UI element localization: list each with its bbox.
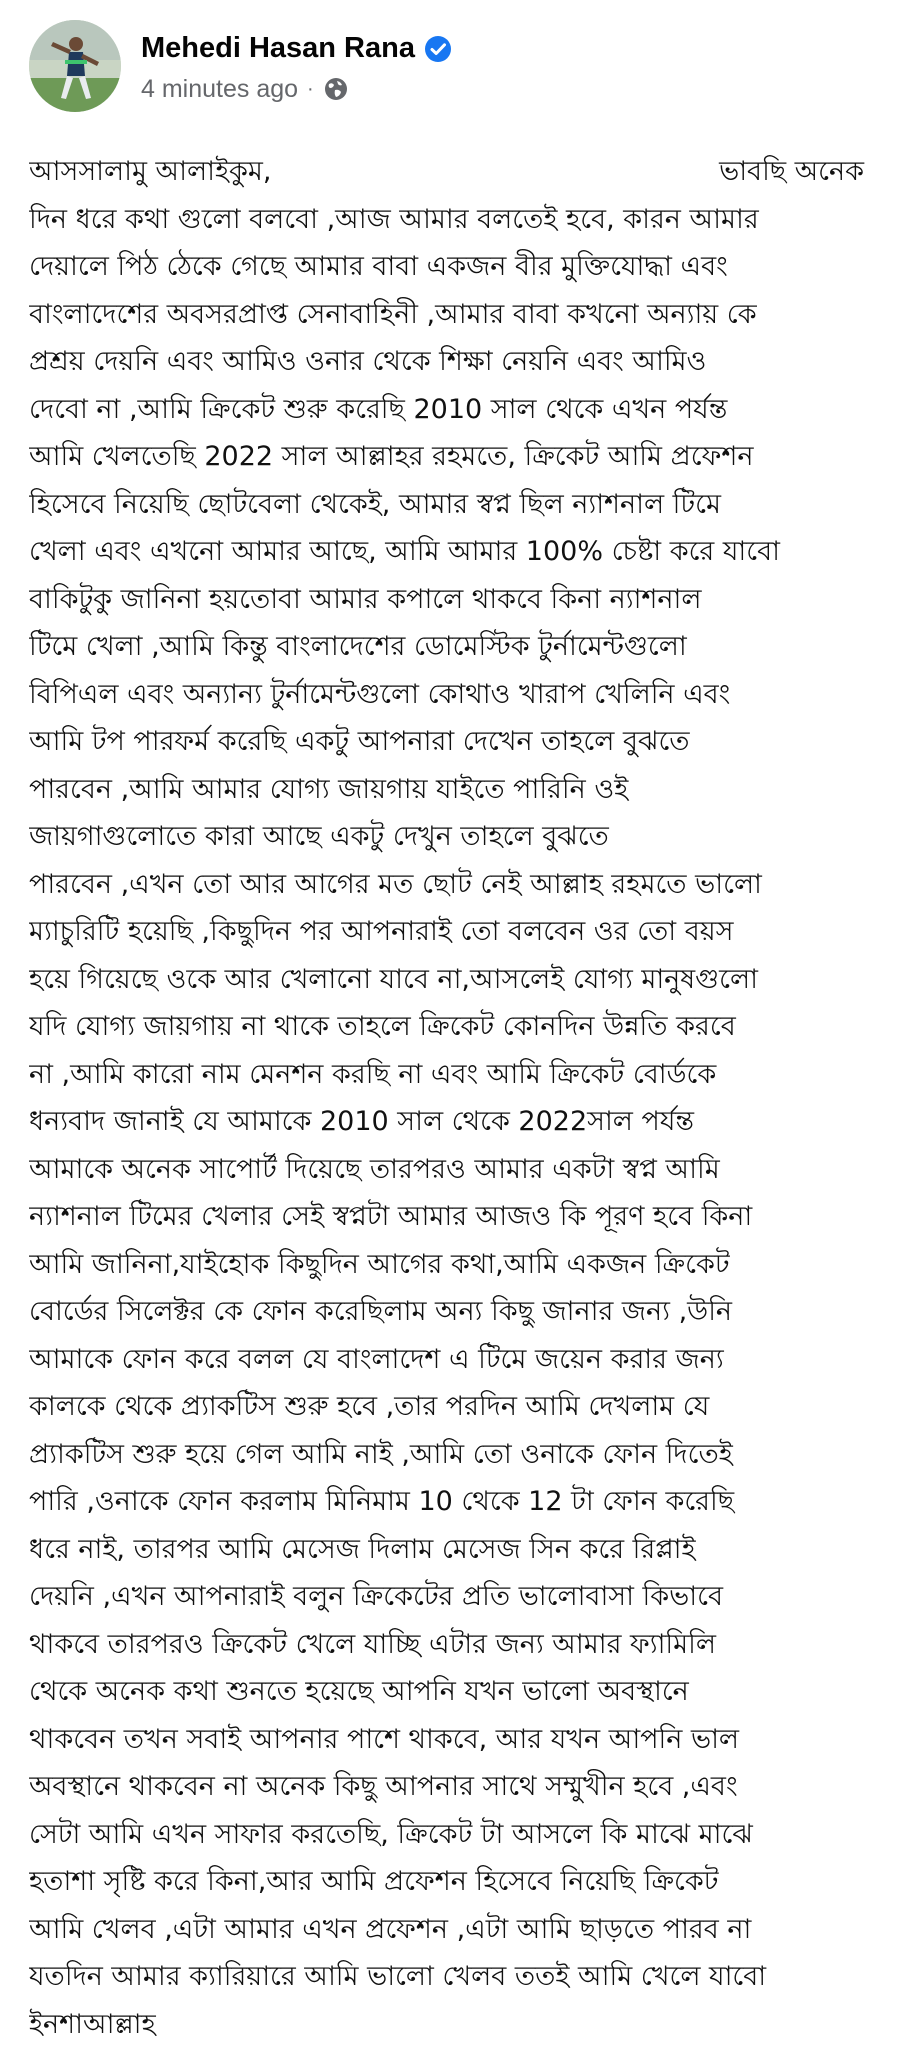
post-text-line: ইনশাআল্লাহ — [29, 2008, 156, 2040]
post-text-line: আমাকে অনেক সাপোর্ট দিয়েছে তারপরও আমার একটা স্বপ্ন আমি — [29, 1153, 720, 1185]
post-time-row — [141, 75, 452, 104]
post-meta — [141, 29, 452, 104]
post-text-line: আমাকে ফোন করে বলল যে বাংলাদেশ এ টিমে জয়েন করার জন্য — [29, 1343, 724, 1375]
globe-icon[interactable] — [323, 76, 349, 102]
post-text-line: ম্যাচুরিটি হয়েছি ,কিছুদিন পর আপনারাই তো বলবেন ওর তো বয়স — [29, 916, 734, 947]
post-text-line: আমি জানিনা,যাইহোক কিছুদিন আগের কথা,আমি একজন ক্রিকেট — [29, 1248, 730, 1280]
post-text-line: দেয়নি ,এখন আপনারাই বলুন ক্রিকেটের প্রতি ভালোবাসা কিভাবে — [29, 1581, 723, 1612]
post-text-line: আমি খেলতেছি 2022 সাল আল্লাহর রহমতে, ক্রিকেট আমি প্রফেশন — [29, 441, 754, 472]
player-avatar-icon — [29, 20, 121, 112]
post-greeting-tail: ভাবছি অনেক — [719, 156, 864, 187]
post-text-line: বিপিএল এবং অন্যান্য টুর্নামেন্টগুলো কোথাও খারাপ খেলিনি এবং — [29, 678, 731, 710]
post-text-line: প্রশ্রয় দেয়নি এবং আমিও ওনার থেকে শিক্ষা নেয়নি এবং আমিও — [29, 346, 707, 377]
post-text-line: প্র্যাকটিস শুরু হয়ে গেল আমি নাই ,আমি তো ওনাকে ফোন দিতেই — [29, 1438, 733, 1470]
post-text-line: যদি যোগ্য জায়গায় না থাকে তাহলে ক্রিকেট কোনদিন উন্নতি করবে — [29, 1011, 736, 1042]
post-body-text — [29, 148, 894, 2048]
post-text-line: থেকে অনেক কথা শুনতে হয়েছে আপনি যখন ভালো অবস্থানে — [29, 1676, 689, 1707]
post-text-line: বোর্ডের সিলেক্টর কে ফোন করেছিলাম অন্য কিছু জানার জন্য ,উনি — [29, 1296, 733, 1327]
post-text-line: ন্যাশনাল টিমের খেলার সেই স্বপ্নটা আমার আজও কি পূরণ হবে কিনা — [29, 1201, 753, 1232]
separator-dot: · — [307, 77, 314, 100]
post-text-line: ধরে নাই, তারপর আমি মেসেজ দিলাম মেসেজ সিন করে রিপ্লাই — [29, 1533, 696, 1565]
post-text-line — [29, 148, 894, 196]
post-header — [29, 18, 452, 114]
avatar[interactable] — [29, 20, 121, 112]
post-text-line: অবস্থানে থাকবেন না অনেক কিছু আপনার সাথে সম্মুখীন হবে ,এবং — [29, 1771, 738, 1802]
post-text-line: যতদিন আমার ক্যারিয়ারে আমি ভালো খেলব ততই আমি খেলে যাবো — [29, 1961, 767, 1992]
post-text-line: খেলা এবং এখনো আমার আছে, আমি আমার 100% চেষ্টা করে যাবো — [29, 536, 780, 567]
post-text-line: আমি খেলব ,এটা আমার এখন প্রফেশন ,এটা আমি ছাড়তে পারব না — [29, 1913, 752, 1945]
post-text-line: জায়গাগুলোতে কারা আছে একটু দেখুন তাহলে বুঝতে — [29, 821, 609, 852]
post-text-line: বাংলাদেশের অবসরপ্রাপ্ত সেনাবাহিনী ,আমার বাবা কখনো অন্যায় কে — [29, 298, 757, 330]
post-text-line: কালকে থেকে প্র্যাকটিস শুরু হবে ,তার পরদিন আমি দেখলাম যে — [29, 1391, 710, 1422]
post-text-line: পারি ,ওনাকে ফোন করলাম মিনিমাম 10 থেকে 12 টা ফোন করেছি — [29, 1486, 735, 1517]
post-text-line: দেবো না ,আমি ক্রিকেট শুরু করেছি 2010 সাল থেকে এখন পর্যন্ত — [29, 393, 728, 425]
post-greeting: আসসালামু আলাইকুম, — [29, 156, 272, 187]
post-text-line: সেটা আমি এখন সাফার করতেছি, ক্রিকেট টা আসলে কি মাঝে মাঝে — [29, 1818, 753, 1850]
author-row — [141, 29, 452, 69]
verified-badge-icon — [424, 35, 452, 63]
post-text-line: ধন্যবাদ জানাই যে আমাকে 2010 সাল থেকে 2022সাল পর্যন্ত — [29, 1106, 694, 1137]
post-text-line: আমি টপ পারফর্ম করেছি একটু আপনারা দেখেন তাহলে বুঝতে — [29, 726, 690, 757]
post-text-line: পারবেন ,আমি আমার যোগ্য জায়গায় যাইতে পারিনি ওই — [29, 773, 629, 805]
author-name[interactable]: Mehedi Hasan Rana — [141, 32, 415, 64]
post-text-line: হয়ে গিয়েছে ওকে আর খেলানো যাবে না,আসলেই যোগ্য মানুষগুলো — [29, 963, 758, 995]
post-text-line: বাকিটুকু জানিনা হয়তোবা আমার কপালে থাকবে কিনা ন্যাশনাল — [29, 583, 702, 615]
post-text-line: না ,আমি কারো নাম মেনশন করছি না এবং আমি ক্রিকেট বোর্ডকে — [29, 1058, 717, 1090]
post-text-line: টিমে খেলা ,আমি কিন্তু বাংলাদেশের ডোমেস্টিক টুর্নামেন্টগুলো — [29, 631, 687, 662]
post-text-line: দেয়ালে পিঠ ঠেকে গেছে আমার বাবা একজন বীর মুক্তিযোদ্ধা এবং — [29, 251, 728, 282]
post-text-line: থাকবেন তখন সবাই আপনার পাশে থাকবে, আর যখন আপনি ভাল — [29, 1723, 740, 1755]
post-text-line: হিসেবে নিয়েছি ছোটবেলা থেকেই, আমার স্বপ্ন ছিল ন্যাশনাল টিমে — [29, 488, 721, 520]
post-text-line: পারবেন ,এখন তো আর আগের মত ছোট নেই আল্লাহ রহমতে ভালো — [29, 868, 762, 900]
post-text-line: থাকবে তারপরও ক্রিকেট খেলে যাচ্ছি এটার জন্য আমার ফ্যামিলি — [29, 1628, 716, 1660]
post-text-line: হতাশা সৃষ্টি করে কিনা,আর আমি প্রফেশন হিসেবে নিয়েছি ক্রিকেট — [29, 1866, 719, 1897]
post-text-line: দিন ধরে কথা গুলো বলবো ,আজ আমার বলতেই হবে, কারন আমার — [29, 203, 759, 235]
post-timestamp[interactable]: 4 minutes ago — [141, 74, 299, 103]
